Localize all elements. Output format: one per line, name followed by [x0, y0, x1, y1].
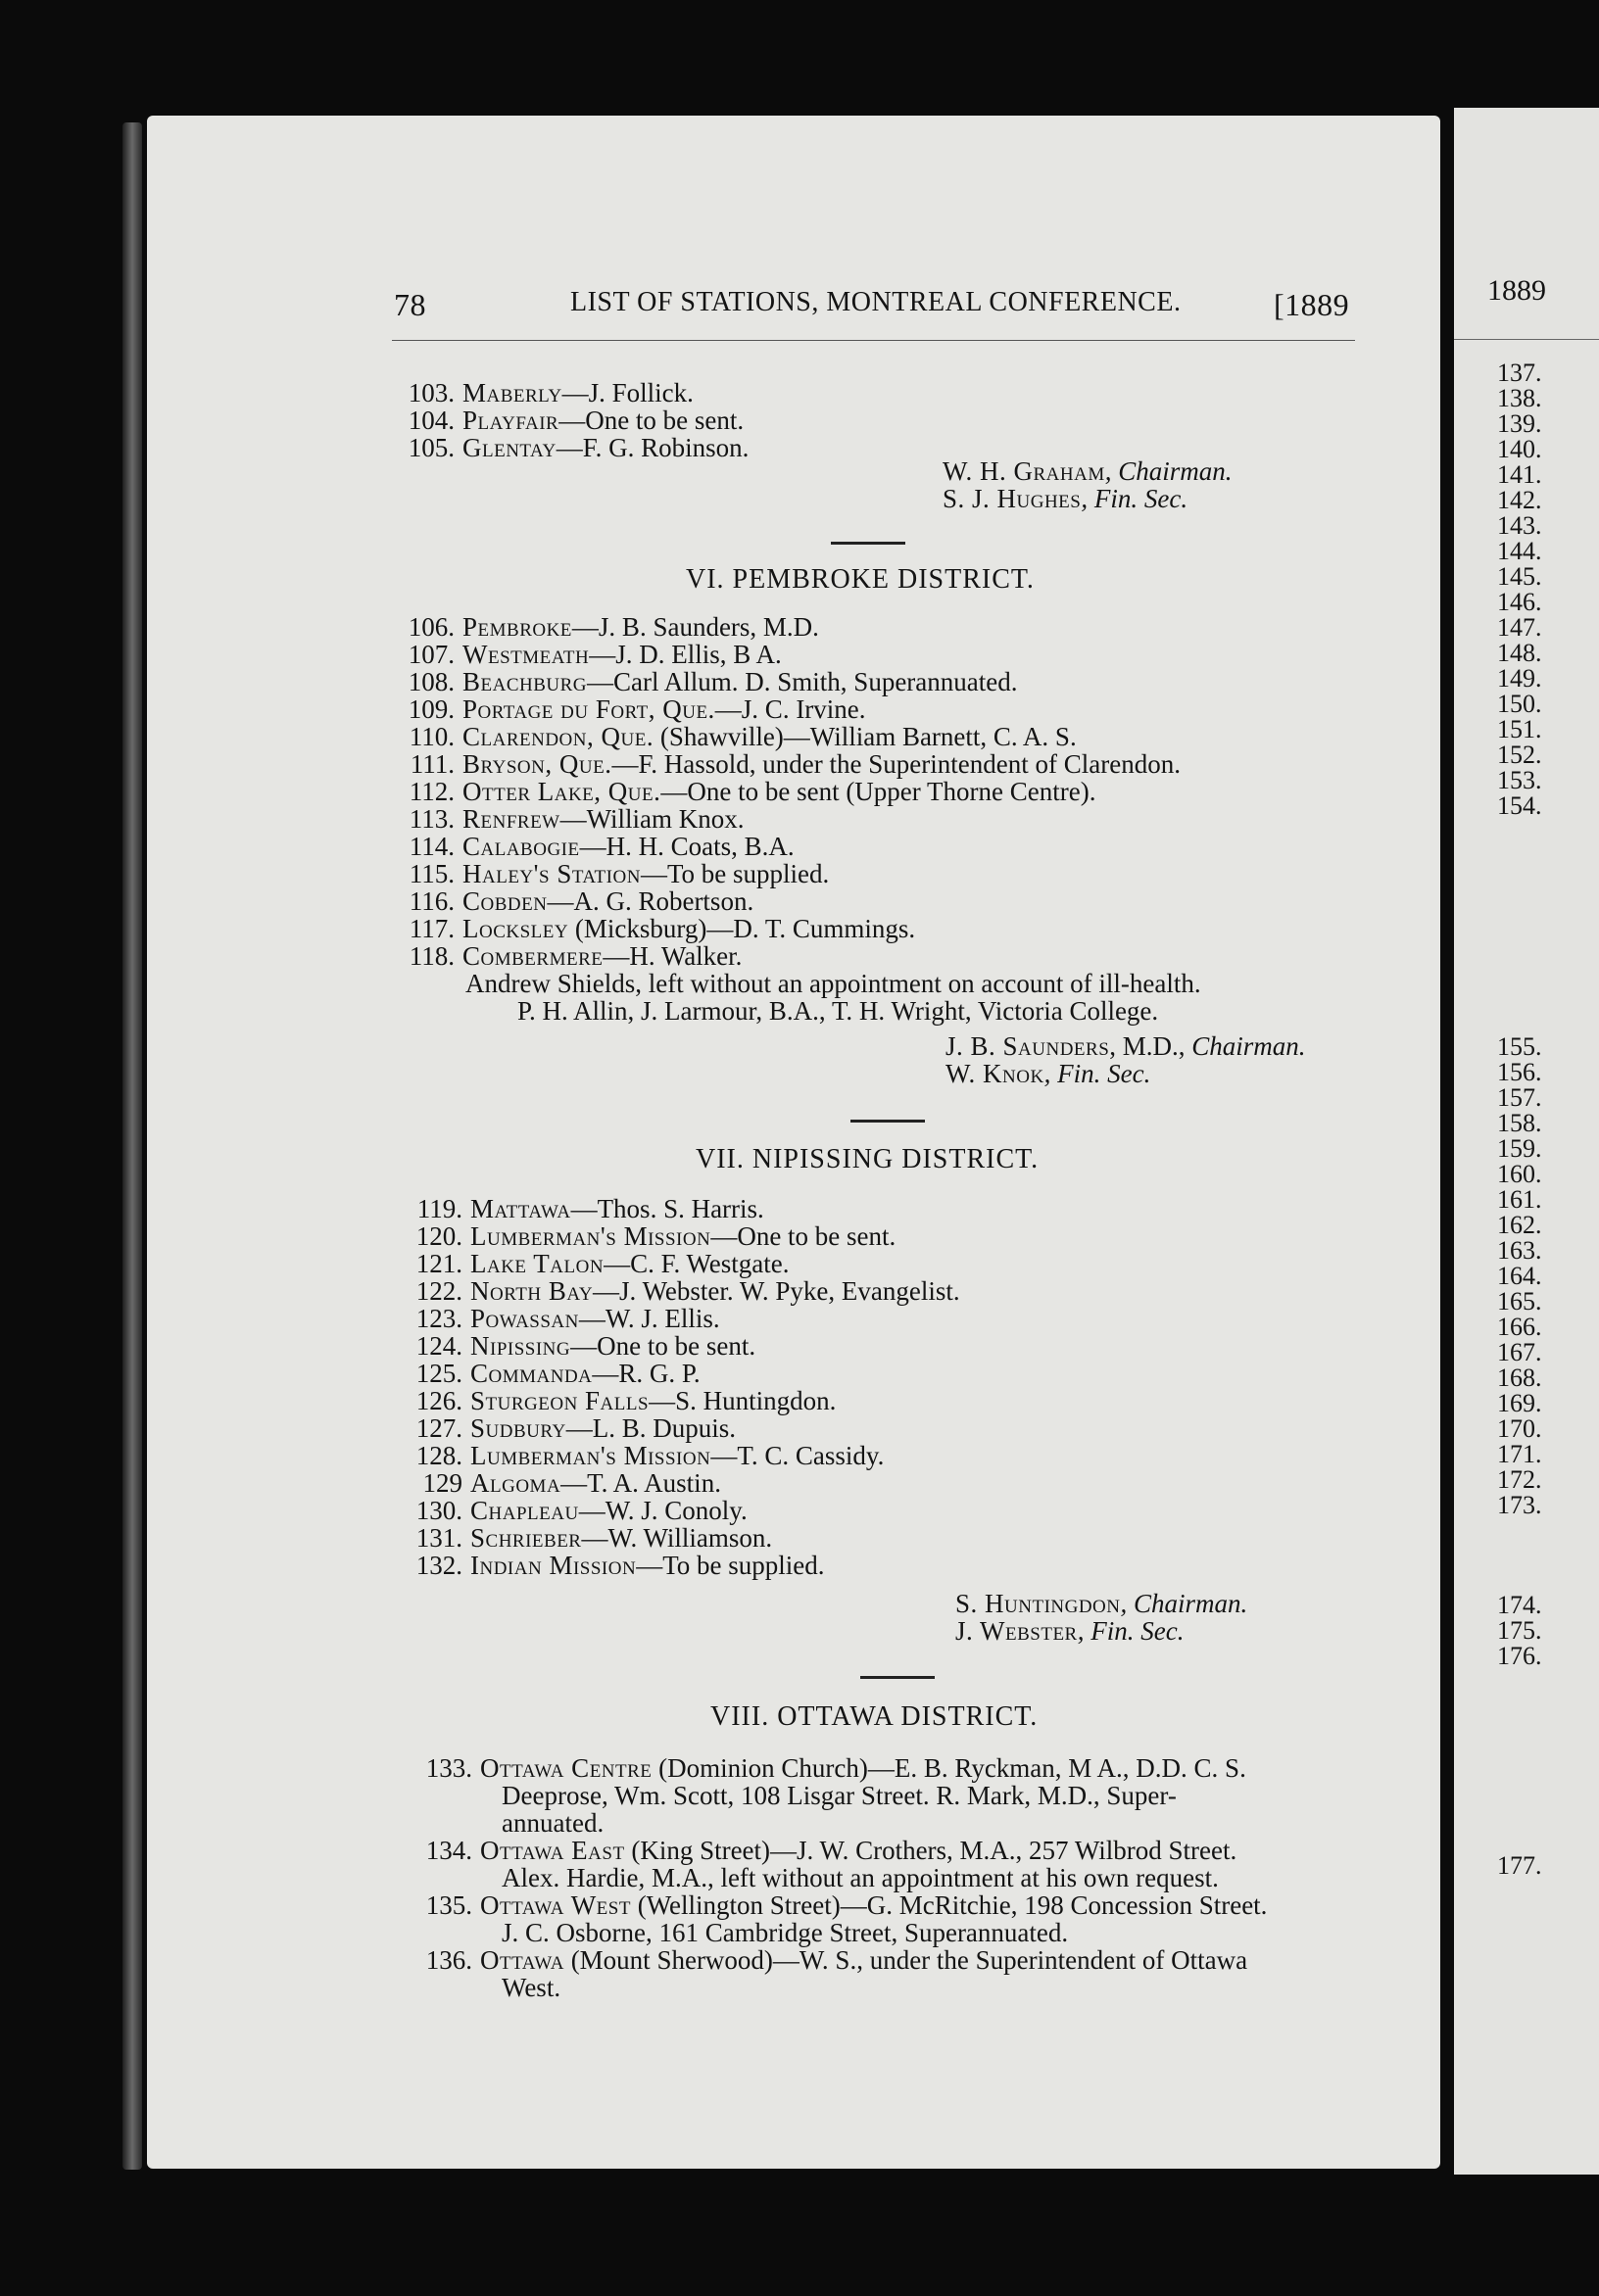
list-item: 106. Pembroke—J. B. Saunders, M.D.: [408, 612, 819, 642]
facing-page-number: 147.: [1497, 613, 1542, 642]
facing-page-number: 171.: [1497, 1440, 1542, 1468]
list-item: 118. Combermere—H. Walker.: [409, 941, 743, 971]
list-item: 113. Renfrew—William Knox.: [409, 804, 745, 834]
district-title: VII. NIPISSING DISTRICT.: [696, 1144, 1040, 1174]
facing-page-number: 140.: [1497, 435, 1542, 463]
facing-page-number: 157.: [1497, 1083, 1542, 1112]
list-item: 125. Commanda—R. G. P.: [415, 1359, 701, 1388]
header-rule: [392, 340, 1355, 341]
list-item: 105. Glentay—F. G. Robinson.: [408, 433, 750, 462]
district-secretary: J. Webster, Fin. Sec.: [955, 1616, 1185, 1646]
list-item: 126. Sturgeon Falls—S. Huntingdon.: [415, 1386, 837, 1415]
facing-page-number: 166.: [1497, 1313, 1542, 1341]
facing-page-number: 151.: [1497, 715, 1542, 743]
list-item: 120. Lumberman's Mission—One to be sent.: [415, 1221, 896, 1251]
list-item: 111. Bryson, Que.—F. Hassold, under the Superintendent of Clarendon.: [410, 749, 1181, 779]
list-item: 132. Indian Mission—To be supplied.: [415, 1551, 825, 1580]
facing-page-number: 144.: [1497, 537, 1542, 565]
facing-page-number: 141.: [1497, 460, 1542, 489]
section-separator: [831, 542, 905, 545]
list-item-continuation: Alex. Hardie, M.A., left without an appointment at his own request.: [502, 1863, 1219, 1892]
facing-page-number: 167.: [1497, 1338, 1542, 1366]
facing-page-number: 146.: [1497, 588, 1542, 616]
list-item: 128. Lumberman's Mission—T. C. Cassidy.: [415, 1441, 885, 1470]
list-item: 119. Mattawa—Thos. S. Harris.: [416, 1194, 764, 1223]
facing-page-number: 161.: [1497, 1185, 1542, 1214]
section-separator: [860, 1676, 935, 1679]
district-note: Andrew Shields, left without an appointment on account of ill-health.: [465, 969, 1201, 998]
list-item: 134. Ottawa East (King Street)—J. W. Crothers, M.A., 257 Wilbrod Street.: [425, 1836, 1237, 1865]
running-title: LIST OF STATIONS, MONTREAL CONFERENCE.: [570, 287, 1182, 317]
facing-page-number: 173.: [1497, 1491, 1542, 1519]
facing-page-number: 158.: [1497, 1109, 1542, 1137]
facing-page-number: 143.: [1497, 511, 1542, 540]
list-item: 114. Calabogie—H. H. Coats, B.A.: [409, 832, 795, 861]
list-item: 122. North Bay—J. Webster. W. Pyke, Evangelist.: [415, 1276, 960, 1306]
list-item: 121. Lake Talon—C. F. Westgate.: [415, 1249, 790, 1278]
list-item: 117. Locksley (Micksburg)—D. T. Cummings.: [409, 914, 916, 943]
list-item: 131. Schrieber—W. Williamson.: [415, 1523, 773, 1553]
list-item-continuation: J. C. Osborne, 161 Cambridge Street, Superannuated.: [502, 1918, 1069, 1947]
list-item: 112. Otter Lake, Que.—One to be sent (Upper Thorne Centre).: [409, 777, 1096, 806]
list-item: 133. Ottawa Centre (Dominion Church)—E. B. Ryckman, M A., D.D. C. S.: [425, 1753, 1246, 1783]
facing-page-rule: [1454, 339, 1599, 340]
list-item: 123. Powassan—W. J. Ellis.: [415, 1304, 720, 1333]
facing-page-number: 152.: [1497, 741, 1542, 769]
list-item: 135. Ottawa West (Wellington Street)—G. McRitchie, 198 Concession Street.: [425, 1890, 1268, 1920]
facing-page-number: 176.: [1497, 1642, 1542, 1670]
list-item: 107. Westmeath—J. D. Ellis, B A.: [408, 640, 782, 669]
facing-page-number: 154.: [1497, 791, 1542, 820]
district-title: VI. PEMBROKE DISTRICT.: [686, 564, 1035, 595]
facing-page-number: 150.: [1497, 690, 1542, 718]
facing-page-number: 165.: [1497, 1287, 1542, 1315]
district-note: P. H. Allin, J. Larmour, B.A., T. H. Wright, Victoria College.: [517, 996, 1159, 1026]
list-item-continuation: annuated.: [502, 1808, 605, 1838]
facing-page-year: 1889: [1487, 274, 1546, 307]
facing-page-number: 160.: [1497, 1160, 1542, 1188]
facing-page-number: 159.: [1497, 1134, 1542, 1163]
facing-page-number: 156.: [1497, 1058, 1542, 1086]
list-item: 109. Portage du Fort, Que.—J. C. Irvine.: [408, 694, 866, 724]
list-item: 124. Nipissing—One to be sent.: [415, 1331, 756, 1361]
list-item: 130. Chapleau—W. J. Conoly.: [415, 1496, 748, 1525]
list-item: 116. Cobden—A. G. Robertson.: [409, 886, 754, 916]
facing-page-number: 175.: [1497, 1616, 1542, 1645]
facing-page-number: 177.: [1497, 1851, 1542, 1880]
district-secretary: W. Knok, Fin. Sec.: [945, 1059, 1151, 1088]
facing-page-number: 170.: [1497, 1414, 1542, 1443]
facing-page-number: 174.: [1497, 1591, 1542, 1619]
list-item: 129 Algoma—T. A. Austin.: [422, 1468, 721, 1498]
facing-page-number: 138.: [1497, 384, 1542, 412]
list-item: 110. Clarendon, Que. (Shawville)—William Barnett, C. A. S.: [409, 722, 1077, 751]
list-item: 115. Haley's Station—To be supplied.: [409, 859, 830, 888]
facing-page-number: 172.: [1497, 1465, 1542, 1494]
list-item: 108. Beachburg—Carl Allum. D. Smith, Superannuated.: [408, 667, 1018, 696]
facing-page-number: 155.: [1497, 1032, 1542, 1061]
facing-page-number: 149.: [1497, 664, 1542, 693]
book-spine: [122, 122, 142, 2170]
facing-page-number: 169.: [1497, 1389, 1542, 1417]
list-item-continuation: West.: [502, 1973, 561, 2002]
facing-page-number: 137.: [1497, 359, 1542, 387]
facing-page-number: 148.: [1497, 639, 1542, 667]
district-title: VIII. OTTAWA DISTRICT.: [710, 1701, 1039, 1732]
list-item: 103. Maberly—J. Follick.: [408, 378, 694, 407]
district-chairman: S. Huntingdon, Chairman.: [955, 1589, 1248, 1618]
facing-page-number: 168.: [1497, 1363, 1542, 1392]
facing-page-number: 163.: [1497, 1236, 1542, 1265]
list-item: 104. Playfair—One to be sent.: [408, 406, 745, 435]
list-item: 136. Ottawa (Mount Sherwood)—W. S., under the Superintendent of Ottawa: [425, 1945, 1248, 1975]
facing-page-number: 164.: [1497, 1262, 1542, 1290]
district-chairman: J. B. Saunders, M.D., Chairman.: [945, 1031, 1306, 1061]
facing-page-number: 153.: [1497, 766, 1542, 794]
running-year: [1889: [1274, 287, 1350, 322]
facing-page-number: 139.: [1497, 409, 1542, 438]
district-chairman: W. H. Graham, Chairman.: [943, 456, 1233, 486]
district-secretary: S. J. Hughes, Fin. Sec.: [943, 484, 1188, 513]
list-item-continuation: Deeprose, Wm. Scott, 108 Lisgar Street. R. Mark, M.D., Super-: [502, 1781, 1177, 1810]
list-item: 127. Sudbury—L. B. Dupuis.: [415, 1413, 736, 1443]
facing-page-number: 142.: [1497, 486, 1542, 514]
facing-page-number: 162.: [1497, 1211, 1542, 1239]
facing-page-number: 145.: [1497, 562, 1542, 591]
section-separator: [850, 1120, 925, 1123]
page-number: 78: [394, 287, 426, 322]
